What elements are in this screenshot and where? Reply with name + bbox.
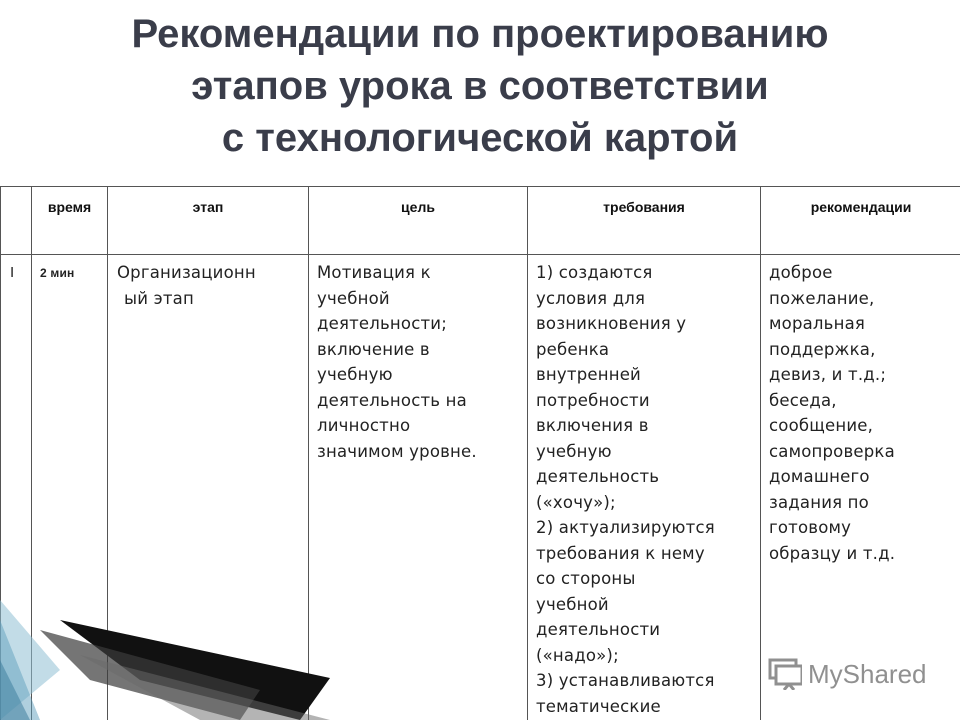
header-stage: этап: [108, 187, 309, 255]
header-requirements: требования: [528, 187, 761, 255]
requirements-line: условия для: [536, 288, 646, 308]
requirements-line: 1) создаются: [536, 263, 653, 282]
recommendations-line: самопроверка: [769, 441, 895, 461]
requirements-line: 2) актуализируются: [536, 518, 715, 537]
recommendations-line: пожелание,: [769, 288, 875, 308]
header-goal: цель: [309, 187, 528, 255]
requirements-line: со стороны: [536, 569, 636, 588]
cell-num: I: [1, 255, 32, 720]
requirements-line: 3) устанавливаются: [536, 671, 715, 690]
goal-line: учебную: [317, 365, 393, 384]
stage-line: Организационн: [117, 263, 256, 282]
cell-requirements: [528, 255, 761, 720]
table-row: [1, 255, 960, 720]
recommendations-line: задания по: [769, 492, 869, 512]
presentation-board-icon: [768, 658, 802, 690]
requirements-line: внутренней: [536, 365, 641, 384]
goal-line: включение в: [317, 339, 430, 359]
requirements-line: потребности: [536, 390, 650, 410]
cell-time: 2 мин: [32, 255, 108, 720]
recommendations-line: образцу и т.д.: [769, 543, 896, 563]
requirements-line: деятельности: [536, 620, 661, 639]
recommendations-line: домашнего: [769, 467, 870, 486]
header-time: время: [32, 187, 108, 255]
recommendations-line: сообщение,: [769, 416, 874, 435]
recommendations-line: моральная: [769, 314, 866, 333]
watermark-text: MyShared: [808, 658, 927, 689]
title-line-1: Рекомендации по проектированию: [131, 12, 829, 56]
slide-title: [0, 8, 960, 164]
header-num: [1, 187, 32, 255]
goal-line: личностно: [317, 416, 411, 435]
stage-line: ый этап: [124, 288, 194, 308]
requirements-line: деятельность: [536, 467, 660, 486]
recommendations-line: готовому: [769, 518, 852, 537]
requirements-line: учебной: [536, 594, 609, 614]
goal-line: Мотивация к: [317, 263, 431, 282]
recommendations-line: девиз, и т.д.;: [769, 365, 887, 384]
lesson-table-container: [0, 186, 960, 720]
goal-line: деятельности;: [317, 314, 447, 333]
requirements-line: включения в: [536, 416, 649, 435]
goal-line: значимом уровне.: [317, 441, 477, 461]
requirements-line: учебную: [536, 441, 612, 461]
cell-recommendations: [761, 255, 960, 720]
requirements-line: требования к нему: [536, 543, 705, 563]
goal-line: деятельность на: [317, 390, 467, 410]
requirements-line: возникновения у: [536, 314, 687, 333]
requirements-line: («хочу»);: [536, 492, 616, 512]
cell-goal: [309, 255, 528, 720]
header-recommendations: рекомендации: [761, 187, 960, 255]
recommendations-line: доброе: [769, 263, 833, 282]
title-line-2: этапов урока в соответствии: [191, 64, 769, 108]
lesson-table: [0, 186, 960, 720]
requirements-line: тематические: [536, 696, 661, 716]
recommendations-line: поддержка,: [769, 339, 876, 359]
requirements-line: («надо»);: [536, 645, 619, 665]
watermark: [768, 654, 927, 694]
goal-line: учебной: [317, 288, 390, 308]
title-line-3: с технологической картой: [221, 116, 739, 160]
requirements-line: ребенка: [536, 339, 610, 359]
header-row: [1, 187, 960, 255]
recommendations-line: беседа,: [769, 390, 837, 410]
cell-stage: [108, 255, 309, 720]
